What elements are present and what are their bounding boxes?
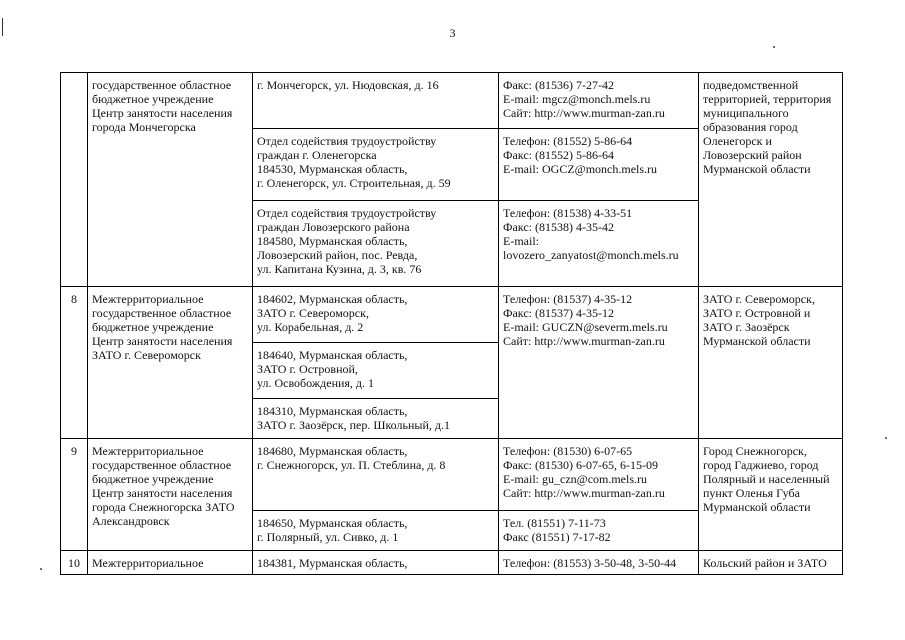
contact-cell: Телефон: (81552) 5-86-64 Факс: (81552) 5-86-64 E-mail: OGCZ@monch.mels.ru [499, 129, 699, 201]
address-cell: 184680, Мурманская область, г. Снежногорск, ул. П. Стеблина, д. 8 [253, 439, 499, 511]
table-row [61, 551, 843, 575]
row-number: 10 [61, 551, 88, 575]
contact-cell: Телефон: (81553) 3-50-48, 3-50-44 [499, 551, 699, 575]
row-number: 9 [61, 439, 88, 551]
table-row [61, 287, 843, 343]
table-row [61, 73, 843, 129]
organization-name: Межтерриториальное [88, 551, 253, 575]
organization-name: Межтерриториальное государственное областное бюджетное учреждение Центр занятости населения ЗАТО г. Североморск [88, 287, 253, 439]
row-number [61, 73, 88, 287]
territory-cell: Кольский район и ЗАТО [699, 551, 843, 575]
territory-cell: ЗАТО г. Североморск, ЗАТО г. Островной и ЗАТО г. Заозёрск Мурманской области [699, 287, 843, 439]
page-number: 3 [449, 26, 456, 40]
organization-name: Межтерриториальное государственное областное бюджетное учреждение Центр занятости населения города Снежногорска ЗАТО Александровск [88, 439, 253, 551]
scan-speck [885, 437, 887, 439]
territory-cell: Город Снежногорск, город Гаджиево, город Полярный и населенный пункт Оленья Губа Мурманской области [699, 439, 843, 551]
address-cell: г. Мончегорск, ул. Нюдовская, д. 16 [253, 73, 499, 129]
address-cell: 184602, Мурманская область, ЗАТО г. Североморск, ул. Корабельная, д. 2 [253, 287, 499, 343]
address-cell: Отдел содействия трудоустройству граждан Ловозерского района 184580, Мурманская область, Ловозерский район, пос. Ревда, ул. Капитана Кузина, д. 3, кв. 76 [253, 201, 499, 287]
contact-cell: Телефон: (81530) 6-07-65 Факс: (81530) 6-07-65, 6-15-09 E-mail: gu_czn@com.mels.ru Сайт: http://www.murman-zan.ru [499, 439, 699, 511]
scan-speck [40, 568, 42, 570]
contact-cell: Телефон: (81538) 4-33-51 Факс: (81538) 4-35-42 E-mail: lovozero_zanyatost@monch.mels.ru [499, 201, 699, 287]
table-row [61, 439, 843, 511]
address-cell: 184310, Мурманская область, ЗАТО г. Заозёрск, пер. Школьный, д.1 [253, 399, 499, 439]
contact-cell: Телефон: (81537) 4-35-12 Факс: (81537) 4-35-12 E-mail: GUCZN@severm.mels.ru Сайт: http://www.murman-zan.ru [499, 287, 699, 439]
contact-cell: Тел. (81551) 7-11-73 Факс (81551) 7-17-82 [499, 511, 699, 551]
organization-name: государственное областное бюджетное учреждение Центр занятости населения города Мончегорска [88, 73, 253, 287]
employment-centers-table [60, 72, 843, 575]
row-number: 8 [61, 287, 88, 439]
scan-speck [773, 46, 775, 48]
address-cell: 184640, Мурманская область, ЗАТО г. Островной, ул. Освобождения, д. 1 [253, 343, 499, 399]
contact-cell: Факс: (81536) 7-27-42 E-mail: mgcz@monch.mels.ru Сайт: http://www.murman-zan.ru [499, 73, 699, 129]
address-cell: 184650, Мурманская область, г. Полярный, ул. Сивко, д. 1 [253, 511, 499, 551]
address-cell: Отдел содействия трудоустройству граждан г. Оленегорска 184530, Мурманская область, г. Оленегорск, ул. Строительная, д. 59 [253, 129, 499, 201]
territory-cell: подведомственной территорией, территория муниципального образования город Оленегорск и Ловозерский район Мурманской области [699, 73, 843, 287]
address-cell: 184381, Мурманская область, [253, 551, 499, 575]
